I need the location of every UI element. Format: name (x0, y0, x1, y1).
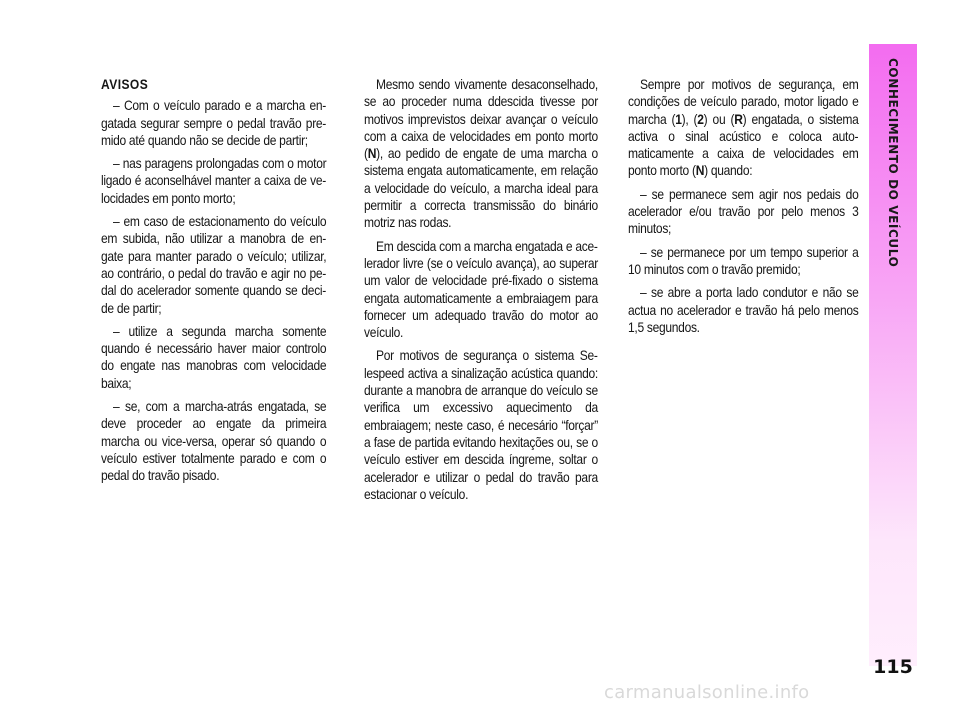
paragraph: – se abre a porta lado condutor e não se actua no acelerador e travão há pelo menos 1,5 segundos. (628, 284, 859, 335)
paragraph: – Com o veículo parado e a marcha engatada segurar sempre o pedal travão premido até quando não se decide de partir; (101, 97, 327, 148)
page-number: 115 (873, 656, 913, 678)
text-column-2 (364, 76, 598, 509)
paragraph: – se permanece sem agir nos pedais do acelerador e/ou travão por pelo menos 3 minutos; (628, 185, 859, 237)
section-title: CONHECIMENTO DO VEÍCULO (886, 58, 900, 268)
text-run: Mesmo sendo vivamente desaconselhado, se ao proceder numa ddescida tivesse por motivos imprevistos deixar avançar o veículo com a caixa de velocidades em ponto morto ( (364, 76, 598, 162)
text-run: ), ( (681, 110, 698, 127)
paragraph: Por motivos de segurança o sistema Selespeed activa a sinalização acústica quando: durante a manobra de arranque do veículo se verifica um excessivo aquecimento da embraiagem; neste caso, é necesário “forçar” a fase de partida evitando hexitações ou, se o veículo estiver em descida íngreme, soltar o acelerador e utilizar o pedal do travão para estacionar o veículo. (364, 347, 598, 502)
gear-key: 1 (675, 110, 682, 127)
section-heading: AVISOS (101, 76, 149, 92)
text-run: ), ao pedido de engate de uma marcha o sistema engata automaticamente, em relação a velocidade do veículo, a marcha ideal para permitir a correcta transmissão do binário motriz nas rodas. (364, 145, 598, 231)
paragraph: Em descida com a marcha engatada e acelerador livre (se o veículo avança), ao superar um valor de velocidade pré-fixado o sistema engata automaticamente a embraiagem para fornecer um adequado travão do motor ao veículo. (364, 237, 598, 341)
text-run: ) quando: (704, 162, 753, 179)
text-column-3 (628, 76, 858, 342)
gear-key: N (367, 145, 377, 162)
paragraph: – se permanece por um tempo superior a 10 minutos com o travão premido; (628, 243, 859, 277)
paragraph (364, 76, 598, 232)
watermark: carmanualsonline.info (604, 682, 810, 703)
text-column-1 (101, 76, 326, 491)
gear-key: R (734, 110, 743, 127)
paragraph: – utilize a segunda marcha somente quando é necessário haver maior controlo do engate nas manobras com velocidade baixa; (101, 322, 327, 391)
paragraph (628, 76, 858, 180)
paragraph: – nas paragens prolongadas com o motor ligado é aconselhável manter a caixa de velocidades em ponto morto; (101, 155, 327, 206)
text-run: ) engatada, o sistema activa o sinal acústico e coloca automaticamente a caixa de velocidades em ponto morto ( (628, 110, 859, 179)
gear-key: 2 (697, 110, 704, 127)
paragraph: – se, com a marcha-atrás engatada, se deve proceder ao engate da primeira marcha ou vice-versa, operar só quando o veículo estiver totalmente parado e com o pedal do travão pisado. (101, 398, 327, 484)
text-run: Sempre por motivos de segurança, em condições de veículo parado, motor ligado e marcha ( (628, 76, 859, 127)
gear-key: N (695, 162, 705, 179)
text-run: ) ou ( (703, 110, 735, 127)
paragraph: – em caso de estacionamento do veículo em subida, não utilizar a manobra de engate para manter parado o veículo; utilizar, ao contrário, o pedal do travão e agir no pedal do acelerador somente quando se decide de partir; (101, 213, 327, 316)
section-sidebar (869, 44, 917, 678)
